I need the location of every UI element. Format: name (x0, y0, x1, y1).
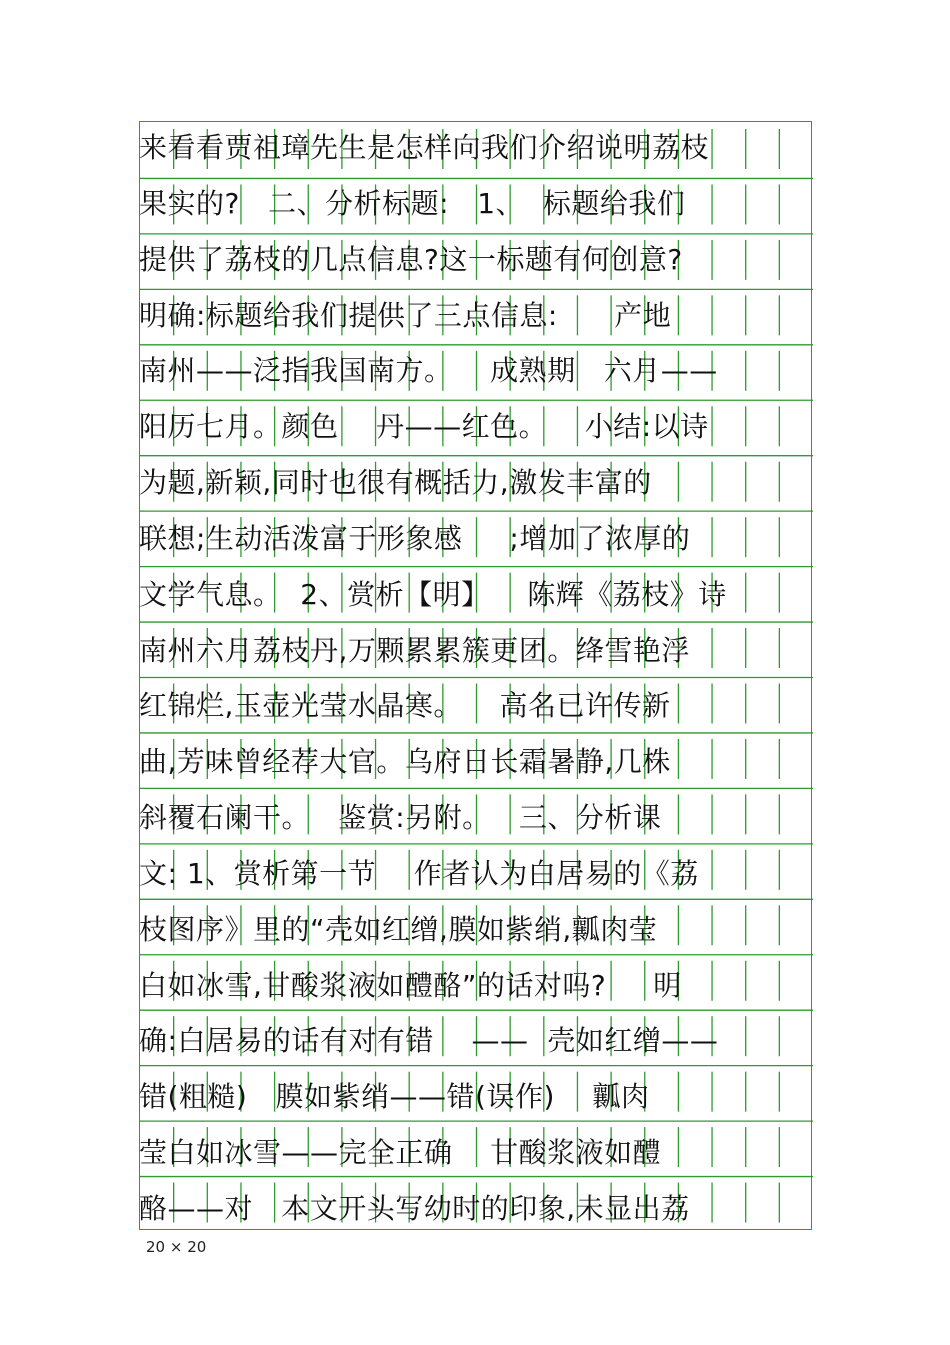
text-line: 果实的? 二、分析标题: 1、 标题给我们 (139, 187, 686, 220)
grid-lines (140, 122, 813, 1231)
text-line: 酪——对 本文开头写幼时的印象,未显出荔 (139, 1192, 690, 1225)
text-line: 枝图序》里的“壳如红缯,膜如紫绡,瓤肉莹 (139, 913, 658, 946)
text-line: 文: 1、赏析第一节 作者认为白居易的《荔 (139, 857, 699, 890)
text-line: 阳历七月。颜色 丹——红色。 小结:以诗 (139, 410, 709, 443)
text-line: 提供了荔枝的几点信息?这一标题有何创意? (139, 243, 683, 276)
text-line: 白如冰雪,甘酸浆液如醴酪”的话对吗? 明 (139, 969, 682, 1002)
text-line: 为题,新颖,同时也很有概括力,激发丰富的 (139, 466, 652, 499)
text-line: 南州——泛指我国南方。 成熟期 六月—— (139, 354, 718, 387)
text-line: 南州六月荔枝丹,万颗累累簇更团。绛雪艳浮 (139, 634, 690, 667)
text-line: 错(粗糙) 膜如紫绡——错(误作) 瓤肉 (139, 1080, 650, 1113)
text-line: 莹白如冰雪——完全正确 甘酸浆液如醴 (139, 1136, 662, 1169)
manuscript-grid-sheet (139, 121, 812, 1230)
text-line: 确:白居易的话有对有错 —— 壳如红缯—— (139, 1024, 719, 1057)
text-line: 红锦烂,玉壶光莹水晶寒。 高名已许传新 (139, 689, 671, 722)
text-line: 文学气息。 2、赏析【明】 陈辉《荔枝》诗 (139, 578, 727, 611)
text-line: 明确:标题给我们提供了三点信息: 产地 (139, 299, 672, 332)
text-line: 来看看贾祖璋先生是怎样向我们介绍说明荔枝 (139, 131, 710, 164)
text-line: 联想;生动活泼富于形象感 ;增加了浓厚的 (139, 522, 691, 555)
text-line: 曲,芳味曾经荐大官。乌府日长霜暑静,几株 (139, 745, 671, 778)
text-line: 斜覆石阑干。 鉴赏:另附。 三、分析课 (139, 801, 662, 834)
grid-size-label: 20 × 20 (146, 1238, 207, 1256)
